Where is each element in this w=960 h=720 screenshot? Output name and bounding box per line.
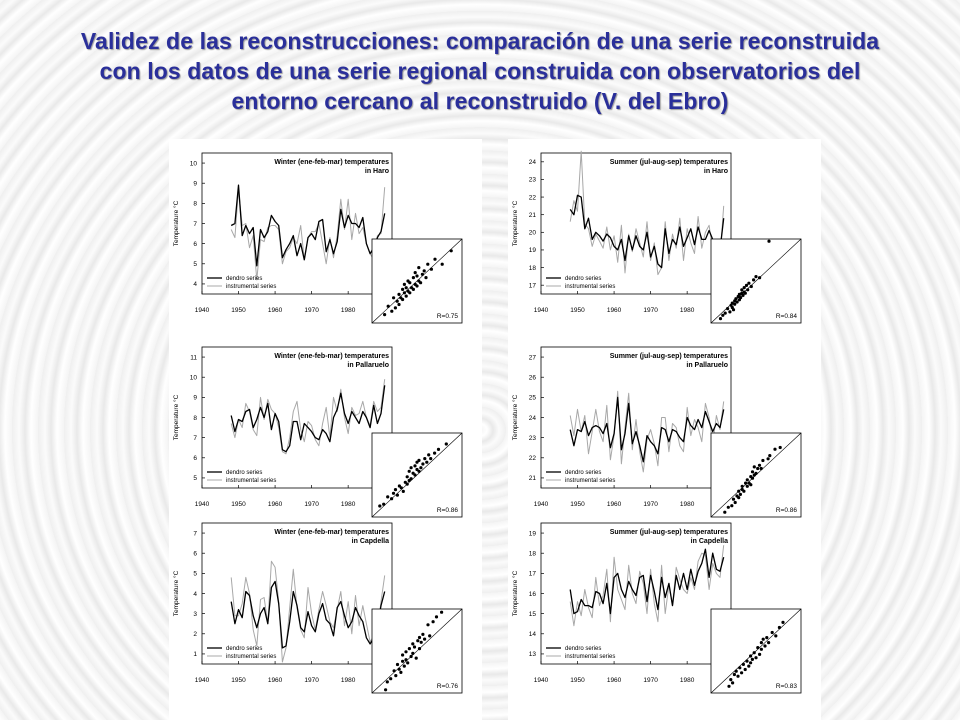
x-tick-label: 1960 (606, 307, 622, 314)
scatter-point (390, 310, 393, 313)
x-tick-label: 1960 (606, 501, 622, 508)
slide-title-line-3: entorno cercano al reconstruido (V. del Ebro) (231, 88, 729, 114)
scatter-point (419, 281, 422, 284)
y-axis-label: Temperature °C (173, 200, 180, 247)
scatter-point (421, 462, 424, 465)
scatter-point (735, 670, 738, 673)
legend-label: instrumental series (226, 478, 277, 485)
scatter-point (414, 271, 417, 274)
legend-label: instrumental series (565, 478, 616, 485)
scatter-point (767, 240, 770, 243)
y-tick-label: 11 (190, 354, 197, 362)
scatter-point (730, 504, 733, 507)
scatter-point (744, 482, 747, 485)
winter-charts-panel (169, 139, 482, 720)
legend-label: instrumental series (226, 284, 277, 291)
y-tick-label: 8 (193, 200, 197, 208)
y-tick-label: 20 (528, 229, 536, 237)
scatter-point (404, 658, 407, 661)
scatter-point (747, 282, 750, 285)
scatter-point (751, 658, 754, 661)
scatter-point (767, 457, 770, 460)
summer-charts-panel (508, 139, 821, 720)
y-tick-label: 6 (193, 550, 197, 558)
x-tick-label: 1970 (643, 307, 658, 314)
scatter-point (416, 639, 419, 642)
scatter-point (393, 669, 396, 672)
correlation-label: R=0.83 (775, 683, 797, 690)
scatter-point (399, 671, 402, 674)
chart-subtitle: in Haro (364, 168, 389, 175)
scatter-point (758, 653, 761, 656)
scatter-point (749, 483, 752, 486)
y-tick-label: 2 (193, 631, 197, 639)
scatter-point (412, 288, 415, 291)
scatter-point (408, 291, 411, 294)
chart-summer-pallaruelo (508, 333, 821, 526)
scatter-point (406, 661, 409, 664)
scatter-point (736, 675, 739, 678)
x-tick-label: 1940 (194, 501, 210, 508)
series-line-instrumental (570, 545, 724, 626)
y-tick-label: 5 (193, 570, 197, 578)
scatter-point (417, 266, 420, 269)
scatter-point (433, 258, 436, 261)
scatter-point (737, 496, 740, 499)
scatter-point (774, 634, 777, 637)
scatter-point (758, 276, 761, 279)
scatter-point (425, 461, 428, 464)
correlation-label: R=0.75 (436, 313, 458, 320)
scatter-point (450, 249, 453, 252)
y-tick-label: 25 (528, 394, 536, 402)
y-axis-label: Temperature °C (173, 394, 180, 441)
scatter-point (392, 296, 395, 299)
x-tick-label: 1950 (570, 307, 585, 314)
scatter-point (408, 647, 411, 650)
scatter-point (411, 652, 414, 655)
chart-subtitle: in Haro (703, 168, 728, 175)
scatter-point (424, 276, 427, 279)
chart-summer-capdella (508, 509, 821, 702)
scatter-point (441, 263, 444, 266)
x-tick-label: 1960 (606, 677, 622, 684)
scatter-point (413, 645, 416, 648)
scatter-point (401, 288, 404, 291)
y-tick-label: 27 (528, 354, 536, 362)
scatter-point (430, 268, 433, 271)
x-tick-label: 1980 (340, 501, 356, 508)
scatter-point (394, 674, 397, 677)
series-line-dendro (570, 549, 724, 613)
x-tick-label: 1980 (340, 677, 356, 684)
scatter-point (401, 298, 404, 301)
scatter-point (386, 495, 389, 498)
y-tick-label: 7 (193, 530, 197, 538)
y-tick-label: 21 (528, 475, 536, 483)
chart-winter-pallaruelo (169, 333, 482, 526)
scatter-point (771, 631, 774, 634)
x-tick-label: 1970 (643, 501, 658, 508)
scatter-point (435, 615, 438, 618)
y-tick-label: 9 (193, 394, 197, 402)
x-tick-label: 1970 (643, 677, 658, 684)
scatter-point (419, 466, 422, 469)
scatter-point (433, 452, 436, 455)
scatter-point (386, 680, 389, 683)
scatter-point (732, 308, 735, 311)
scatter-point (426, 623, 429, 626)
scatter-point (413, 473, 416, 476)
scatter-point (428, 634, 431, 637)
series-line-instrumental (570, 391, 724, 472)
legend-label: dendro series (226, 276, 263, 283)
x-tick-label: 1960 (267, 307, 283, 314)
series-line-instrumental (570, 151, 724, 274)
scatter-point (402, 490, 405, 493)
scatter-point (751, 470, 754, 473)
slide-title (0, 26, 960, 116)
x-tick-label: 1980 (679, 677, 695, 684)
scatter-point (423, 457, 426, 460)
scatter-point (383, 313, 386, 316)
x-tick-label: 1980 (679, 501, 695, 508)
x-tick-label: 1950 (570, 501, 585, 508)
y-tick-label: 16 (528, 590, 536, 598)
scatter-point (413, 464, 416, 467)
scatter-point (734, 501, 737, 504)
legend-label: instrumental series (565, 654, 616, 661)
scatter-point (396, 663, 399, 666)
scatter-point (401, 653, 404, 656)
slide-title-line-1: Validez de las reconstrucciones: comparación de una serie reconstruida (80, 28, 880, 54)
scatter-point (390, 497, 393, 500)
y-tick-label: 6 (193, 455, 197, 463)
scatter-point (410, 655, 413, 658)
scatter-point (410, 477, 413, 480)
chart-title: Summer (jul-aug-sep) temperatures (609, 159, 728, 166)
y-tick-label: 10 (189, 374, 197, 382)
x-tick-label: 1970 (304, 307, 319, 314)
x-tick-label: 1960 (267, 501, 283, 508)
scatter-point (741, 485, 744, 488)
scatter-point (410, 466, 413, 469)
scatter-point (396, 494, 399, 497)
scatter-point (761, 459, 764, 462)
y-tick-label: 5 (193, 475, 197, 483)
scatter-point (400, 486, 403, 489)
scatter-point (768, 454, 771, 457)
scatter-point (382, 503, 385, 506)
scatter-point (756, 467, 759, 470)
scatter-point (744, 668, 747, 671)
series-line-dendro (570, 397, 724, 461)
y-tick-label: 7 (193, 434, 197, 442)
scatter-point (403, 283, 406, 286)
scatter-point (749, 654, 752, 657)
legend-label: instrumental series (226, 654, 277, 661)
y-tick-label: 24 (528, 414, 536, 422)
y-tick-label: 17 (528, 282, 536, 290)
y-tick-label: 13 (528, 651, 536, 659)
scatter-point (440, 611, 443, 614)
correlation-label: R=0.84 (775, 313, 797, 320)
y-axis-label: Temperature °C (512, 570, 519, 617)
y-tick-label: 9 (193, 180, 197, 188)
scatter-point (740, 288, 743, 291)
chart-title: Summer (jul-aug-sep) temperatures (609, 353, 728, 360)
scatter-point (423, 638, 426, 641)
scatter-point (429, 457, 432, 460)
scatter-point (733, 673, 736, 676)
scatter-point (767, 641, 770, 644)
y-tick-label: 26 (528, 374, 536, 382)
scatter-point (378, 504, 381, 507)
scatter-point (724, 312, 727, 315)
legend-label: dendro series (226, 646, 263, 653)
scatter-point (760, 648, 763, 651)
y-tick-label: 5 (193, 261, 197, 269)
scatter-point (746, 288, 749, 291)
y-tick-label: 18 (528, 550, 536, 558)
scatter-point (754, 472, 757, 475)
scatter-point (405, 295, 408, 298)
y-tick-label: 18 (528, 264, 536, 272)
scatter-point (747, 665, 750, 668)
scatter-point (732, 498, 735, 501)
scatter-point (408, 470, 411, 473)
scatter-point (394, 306, 397, 309)
scatter-point (752, 278, 755, 281)
legend-label: dendro series (565, 646, 602, 653)
scatter-point (418, 647, 421, 650)
scatter-point (750, 285, 753, 288)
y-tick-label: 23 (528, 176, 536, 184)
x-tick-label: 1980 (679, 307, 695, 314)
scatter-point (773, 448, 776, 451)
correlation-label: R=0.76 (436, 683, 458, 690)
scatter-point (746, 485, 749, 488)
scatter-point (389, 677, 392, 680)
scatter-point (396, 300, 399, 303)
scatter-point (397, 293, 400, 296)
scatter-point (415, 284, 418, 287)
scatter-point (445, 442, 448, 445)
y-tick-label: 22 (528, 194, 536, 202)
chart-summer-haro (508, 139, 821, 332)
scatter-point (746, 478, 749, 481)
x-tick-label: 1960 (267, 677, 283, 684)
scatter-point (742, 490, 745, 493)
scatter-point (406, 483, 409, 486)
x-tick-label: 1940 (194, 307, 210, 314)
scatter-point (404, 650, 407, 653)
scatter-point (432, 620, 435, 623)
y-tick-label: 1 (193, 651, 197, 659)
scatter-point (427, 453, 430, 456)
series-line-dendro (570, 195, 724, 267)
y-tick-label: 22 (528, 455, 536, 463)
chart-winter-haro (169, 139, 482, 332)
scatter-point (405, 286, 408, 289)
legend-label: dendro series (565, 276, 602, 283)
y-tick-label: 15 (528, 610, 536, 618)
scatter-point (781, 621, 784, 624)
scatter-point (719, 317, 722, 320)
scatter-point (745, 660, 748, 663)
scatter-point (421, 273, 424, 276)
x-tick-label: 1950 (231, 677, 246, 684)
scatter-point (738, 666, 741, 669)
legend-label: dendro series (226, 470, 263, 477)
correlation-label: R=0.86 (775, 507, 797, 514)
x-tick-label: 1950 (570, 677, 585, 684)
scatter-point (754, 275, 757, 278)
chart-subtitle: in Capdella (690, 538, 728, 545)
scatter-point (415, 657, 418, 660)
scatter-point (397, 303, 400, 306)
x-tick-label: 1940 (533, 501, 549, 508)
scatter-point (737, 490, 740, 493)
scatter-point (392, 492, 395, 495)
correlation-label: R=0.86 (436, 507, 458, 514)
scatter-point (417, 459, 420, 462)
y-tick-label: 8 (193, 414, 197, 422)
scatter-point (745, 284, 748, 287)
scatter-point (415, 274, 418, 277)
y-tick-label: 14 (528, 631, 536, 639)
x-tick-label: 1980 (340, 307, 356, 314)
scatter-point (437, 448, 440, 451)
scatter-point (387, 305, 390, 308)
scatter-point (394, 488, 397, 491)
scatter-point (421, 633, 424, 636)
y-axis-label: Temperature °C (512, 200, 519, 247)
scatter-point (406, 475, 409, 478)
x-tick-label: 1970 (304, 677, 319, 684)
scatter-point (749, 661, 752, 664)
scatter-point (408, 281, 411, 284)
y-tick-label: 3 (193, 610, 197, 618)
scatter-point (760, 467, 763, 470)
y-tick-label: 7 (193, 220, 197, 228)
scatter-point (753, 465, 756, 468)
chart-title: Summer (jul-aug-sep) temperatures (609, 529, 728, 536)
chart-subtitle: in Pallaruelo (347, 362, 389, 369)
scatter-point (778, 626, 781, 629)
scatter-point (726, 307, 729, 310)
y-tick-label: 4 (193, 281, 197, 289)
x-tick-label: 1970 (304, 501, 319, 508)
scatter-point (401, 660, 404, 663)
y-tick-label: 10 (189, 160, 197, 168)
y-tick-label: 6 (193, 240, 197, 248)
scatter-point (420, 641, 423, 644)
scatter-point (721, 314, 724, 317)
chart-subtitle: in Pallaruelo (686, 362, 728, 369)
x-tick-label: 1940 (533, 677, 549, 684)
legend-label: instrumental series (565, 284, 616, 291)
scatter-point (754, 656, 757, 659)
x-tick-label: 1940 (194, 677, 210, 684)
scatter-point (727, 685, 730, 688)
chart-subtitle: in Capdella (351, 538, 389, 545)
y-tick-label: 19 (528, 247, 536, 255)
x-tick-label: 1940 (533, 307, 549, 314)
y-tick-label: 23 (528, 434, 536, 442)
legend-label: dendro series (565, 470, 602, 477)
scatter-point (740, 671, 743, 674)
scatter-point (753, 651, 756, 654)
y-tick-label: 21 (528, 211, 536, 219)
scatter-point (728, 310, 731, 313)
y-tick-label: 4 (193, 590, 197, 598)
scatter-point (411, 642, 414, 645)
scatter-point (765, 636, 768, 639)
chart-title: Winter (ene-feb-mar) temperatures (274, 353, 389, 360)
scatter-point (762, 638, 765, 641)
chart-title: Winter (ene-feb-mar) temperatures (274, 159, 389, 166)
y-tick-label: 24 (528, 159, 536, 167)
x-tick-label: 1950 (231, 307, 246, 314)
scatter-point (733, 303, 736, 306)
scatter-point (731, 681, 734, 684)
scatter-point (403, 291, 406, 294)
plot-frame (541, 153, 731, 294)
scatter-point (418, 636, 421, 639)
scatter-point (758, 464, 761, 467)
y-axis-label: Temperature °C (512, 394, 519, 441)
scatter-point (398, 668, 401, 671)
scatter-point (739, 493, 742, 496)
scatter-point (744, 292, 747, 295)
chart-winter-capdella (169, 509, 482, 702)
scatter-point (763, 644, 766, 647)
scatter-point (779, 446, 782, 449)
y-tick-label: 19 (528, 530, 536, 538)
scatter-point (751, 477, 754, 480)
scatter-point (426, 263, 429, 266)
y-tick-label: 17 (528, 570, 536, 578)
scatter-point (423, 269, 426, 272)
scatter-point (403, 665, 406, 668)
chart-title: Winter (ene-feb-mar) temperatures (274, 529, 389, 536)
x-tick-label: 1950 (231, 501, 246, 508)
scatter-point (760, 641, 763, 644)
y-axis-label: Temperature °C (173, 570, 180, 617)
scatter-point (417, 470, 420, 473)
scatter-point (384, 688, 387, 691)
scatter-point (729, 678, 732, 681)
scatter-point (742, 663, 745, 666)
scatter-point (739, 296, 742, 299)
scatter-point (412, 276, 415, 279)
scatter-point (756, 646, 759, 649)
slide-title-line-2: con los datos de una serie regional construida con observatorios del (99, 58, 861, 84)
series-line-dendro (231, 385, 385, 451)
